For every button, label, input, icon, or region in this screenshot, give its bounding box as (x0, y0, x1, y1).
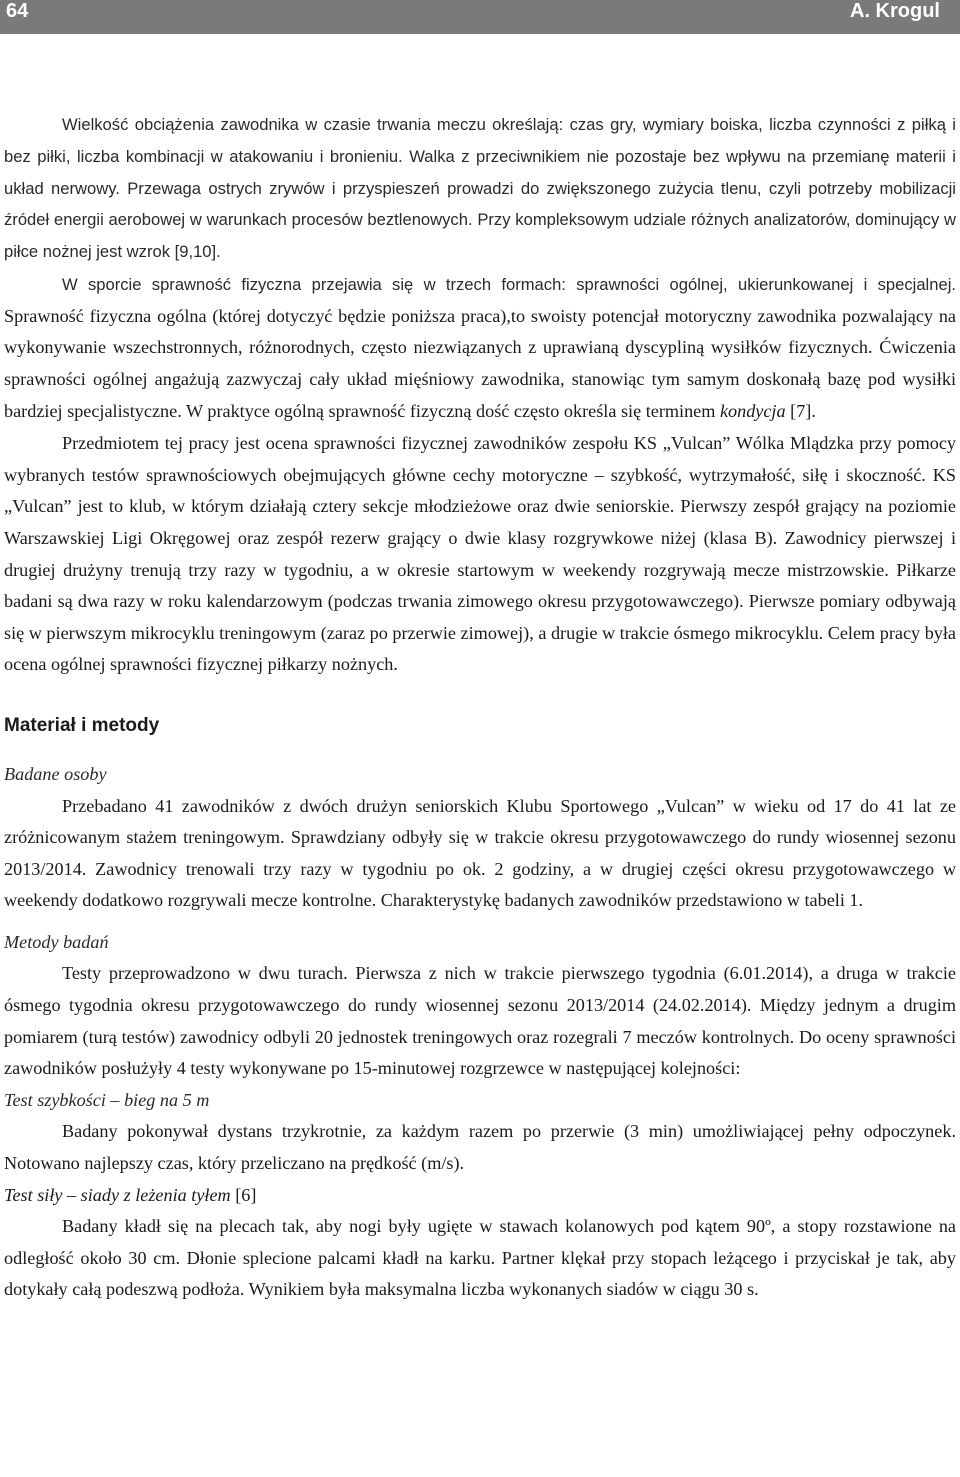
test2-heading (4, 1180, 956, 1212)
test1-paragraph: Badany pokonywał dystans trzykrotnie, za każdym razem po przerwie (3 min) umożliwiającej pełny odpoczynek. Notowano najlepszy czas, który przeliczano na prędkość (m/s). (4, 1121, 956, 1174)
test2-reference: [6] (230, 1184, 257, 1205)
running-head-author: A. Krogul (850, 0, 940, 22)
subjects-paragraph: Przebadano 41 zawodników z dwóch drużyn seniorskich Klubu Sportowego „Vulcan” w wieku od 17 do 41 lat ze zróżnicowanym stażem treningowym. Sprawdziany odbyły się w trakcie okresu przygotowawczego do rundy wiosennej sezonu 2013/2014. Zawodnicy trenowali trzy razy w tygodniu po ok. 2 godziny, a w drugiej części okresu przygotowawczego w weekendy dodatkowo rozgrywali mecze kontrolne. Charakterystykę badanych zawodników przedstawiono w tabeli 1. (4, 795, 956, 911)
test1-heading: Test szybkości – bieg na 5 m (4, 1089, 210, 1110)
intro-paragraph-2-serif: Sprawność fizyczna ogólna (której dotyczyć będzie poniższa praca),to swoisty potencjał motoryczny zawodnika pozwalający na wykonywanie wszechstronnych, różnorodnych, często niezwiązanych z uprawianą dyscypliną wysiłków fizycznych. Ćwiczenia sprawności ogólnej angażują zazwyczaj cały układ mięśniowy zawodnika, stanowiąc tym samym doskonałą bazę pod wysiłki bardziej specjalistyczne. W praktyce ogólną sprawność fizyczną dość często określa się terminem (4, 305, 956, 421)
methods-paragraph: Testy przeprowadzono w dwu turach. Pierwsza z nich w trakcie pierwszego tygodnia (6.01.2014), a druga w trakcie ósmego tygodnia okresu przygotowawczego do rundy wiosennej sezonu 2013/2014 (24.02.2014). Między jednym a drugim pomiarem (turą testów) zawodnicy odbyli 20 jednostek treningowych oraz rozegrali 7 meczów kontrolnych. Do oceny sprawności zawodników posłużyły 4 testy wykonywane po 15-minutowej rozgrzewce w następującej kolejności: (4, 963, 956, 1079)
page-header (0, 0, 960, 34)
intro-paragraph-2-end: [7]. (785, 400, 816, 421)
subheading-methods: Metody badań (4, 931, 109, 952)
test2-title: Test siły – siady z leżenia tyłem (4, 1184, 231, 1205)
article-body (4, 109, 956, 1306)
intro-paragraph-2-sans: W sporcie sprawność fizyczna przejawia się w trzech formach: sprawności ogólnej, ukierunkowanej i specjalnej. (62, 274, 956, 294)
page-number: 64 (6, 0, 29, 22)
section-heading: Materiał i metody (4, 714, 160, 736)
intro-paragraph-3: Przedmiotem tej pracy jest ocena sprawności fizycznej zawodników zespołu KS „Vulcan” Wólka Mlądzka przy pomocy wybranych testów sprawnościowych obejmujących główne cechy motoryczne – szybkość, wytrzymałość, siłę i skoczność. KS „Vulcan” jest to klub, w którym działają cztery sekcje młodzieżowe oraz dwie seniorskie. Pierwszy zespół grający na poziomie Warszawskiej Ligi Okręgowej oraz zespół rezerw grający o dwie klasy rozgrywkowe niżej (klasa B). Zawodnicy pierwszej i drugiej drużyny trenują trzy razy w tygodniu, a w okresie startowym w weekendy rozgrywają mecze mistrzowskie. Piłkarze badani są dwa razy w roku kalendarzowym (podczas trwania zimowego okresu przygotowawczego). Pierwsze pomiary odbywają się w pierwszym mikrocyklu treningowym (zaraz po przerwie zimowej), a drugie w trakcie ósmego mikrocyklu. Celem pracy była ocena ogólnej sprawności fizycznej piłkarzy nożnych. (4, 433, 957, 675)
intro-paragraph-2 (4, 269, 956, 427)
intro-paragraph-1: Wielkość obciążenia zawodnika w czasie trwania meczu określają: czas gry, wymiary boiska, liczba czynności z piłką i bez piłki, liczba kombinacji w atakowaniu i bronieniu. Walka z przeciwnikiem nie pozostaje bez wpływu na przemianę materii i układ nerwowy. Przewaga ostrych zrywów i przyspieszeń prowadzi do zwiększonego zużycia tlenu, czyli potrzeby mobilizacji źródeł energii aerobowej w warunkach procesów beztlenowych. Przy kompleksowym udziale różnych analizatorów, dominujący w piłce nożnej jest wzrok [9,10]. (4, 115, 956, 262)
subheading-subjects: Badane osoby (4, 763, 107, 784)
term-kondycja: kondycja (719, 400, 786, 421)
test2-paragraph: Badany kładł się na plecach tak, aby nogi były ugięte w stawach kolanowych pod kątem 90º, a stopy rozstawione na odległość około 30 cm. Dłonie splecione palcami kładł na karku. Partner klękał przy stopach leżącego i przyciskał je tak, aby dotykały całą podeszwą podłoża. Wynikiem była maksymalna liczba wykonanych siadów w ciągu 30 s. (4, 1216, 956, 1300)
